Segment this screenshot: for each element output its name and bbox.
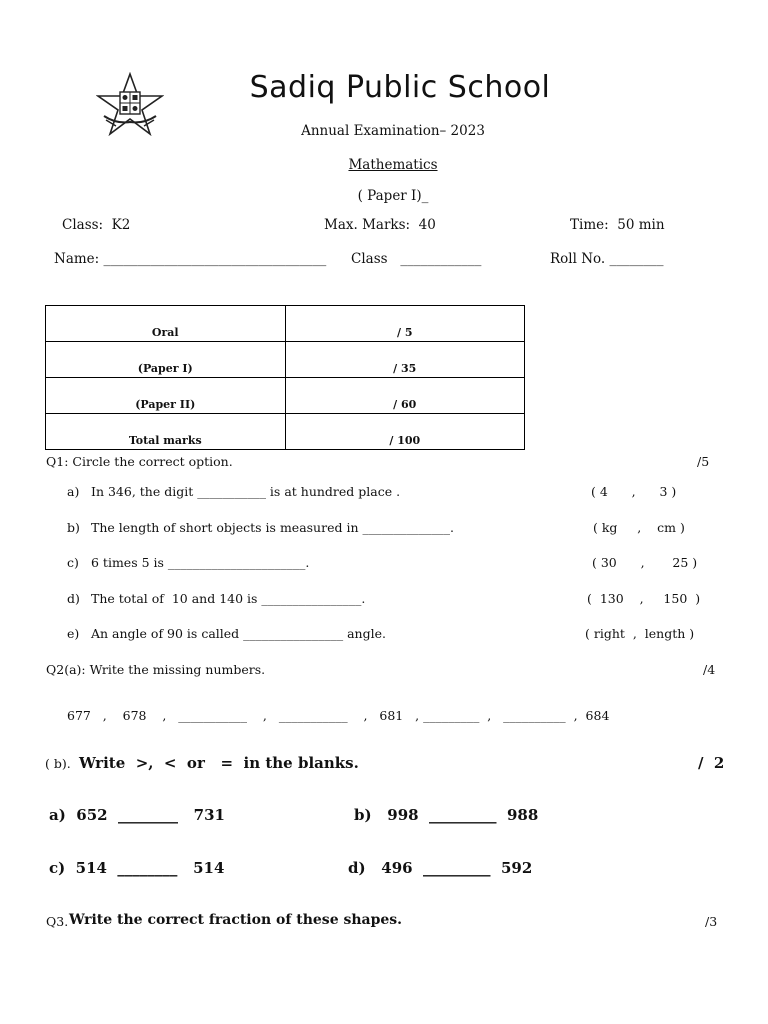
number-sequence: 677 , 678 , ___________ , ___________ , 681 , _________ , __________ , 684	[67, 708, 610, 723]
school-name: Sadiq Public School	[249, 70, 551, 105]
table-row	[46, 414, 525, 450]
q3-title: Write the correct fraction of these shapes.	[69, 912, 403, 928]
paper-title: ( Paper I)_	[357, 188, 429, 204]
compare-item: d) 496 _________ 592	[348, 859, 533, 877]
table-cell-value: / 60	[285, 378, 525, 414]
roll-no-field: Roll No. ________	[550, 251, 664, 267]
q1-item-label: e)	[67, 626, 80, 641]
q1-item-label: c)	[67, 555, 79, 570]
q2b-prefix: ( b).	[45, 756, 71, 771]
q1-item-options: ( 4 , 3 )	[591, 484, 677, 499]
compare-item: a) 652 ________ 731	[49, 806, 225, 824]
q1-item-text: 6 times 5 is ______________________.	[91, 555, 310, 570]
table-cell-value: / 5	[285, 306, 525, 342]
table-cell-value: / 35	[285, 342, 525, 378]
q1-item-options: ( 130 , 150 )	[587, 591, 701, 606]
time-info: Time: 50 min	[570, 217, 665, 233]
q3-marks: /3	[705, 914, 718, 929]
q2b-marks: / 2	[698, 754, 725, 772]
q1-item-options: ( kg , cm )	[593, 520, 685, 535]
marks-table	[45, 305, 525, 450]
q1-item-text: The length of short objects is measured in ______________.	[91, 520, 454, 535]
table-row	[46, 378, 525, 414]
exam-title: Annual Examination– 2023	[301, 123, 485, 139]
table-row	[46, 306, 525, 342]
class-field: Class ____________	[351, 251, 482, 267]
table-cell-label: (Paper I)	[46, 342, 286, 378]
table-cell-label: (Paper II)	[46, 378, 286, 414]
q1-item-label: a)	[67, 484, 80, 499]
q1-item-text: An angle of 90 is called ________________ angle.	[91, 626, 386, 641]
q1-item-options: ( 30 , 25 )	[592, 555, 698, 570]
compare-item: c) 514 ________ 514	[49, 859, 225, 877]
max-marks-info: Max. Marks: 40	[324, 217, 436, 233]
q1-title: Q1: Circle the correct option.	[46, 454, 233, 469]
q1-item-text: The total of 10 and 140 is ________________.	[91, 591, 366, 606]
q1-item-text: In 346, the digit ___________ is at hundred place .	[91, 484, 401, 499]
q2b-title: Write >, < or = in the blanks.	[79, 754, 359, 772]
q1-item-label: d)	[67, 591, 80, 606]
q1-marks: /5	[697, 454, 710, 469]
table-cell-label: Oral	[46, 306, 286, 342]
q1-item-options: ( right , length )	[585, 626, 695, 641]
class-info: Class: K2	[62, 217, 131, 233]
subject-title: Mathematics	[348, 157, 438, 173]
table-row	[46, 342, 525, 378]
compare-item: b) 998 _________ 988	[354, 806, 539, 824]
q2a-marks: /4	[703, 662, 716, 677]
name-field: Name: _________________________________	[54, 251, 327, 267]
table-cell-value: / 100	[285, 414, 525, 450]
q3-prefix: Q3.	[46, 914, 69, 929]
table-cell-label: Total marks	[46, 414, 286, 450]
q1-item-label: b)	[67, 520, 80, 535]
q2a-title: Q2(a): Write the missing numbers.	[46, 662, 266, 677]
